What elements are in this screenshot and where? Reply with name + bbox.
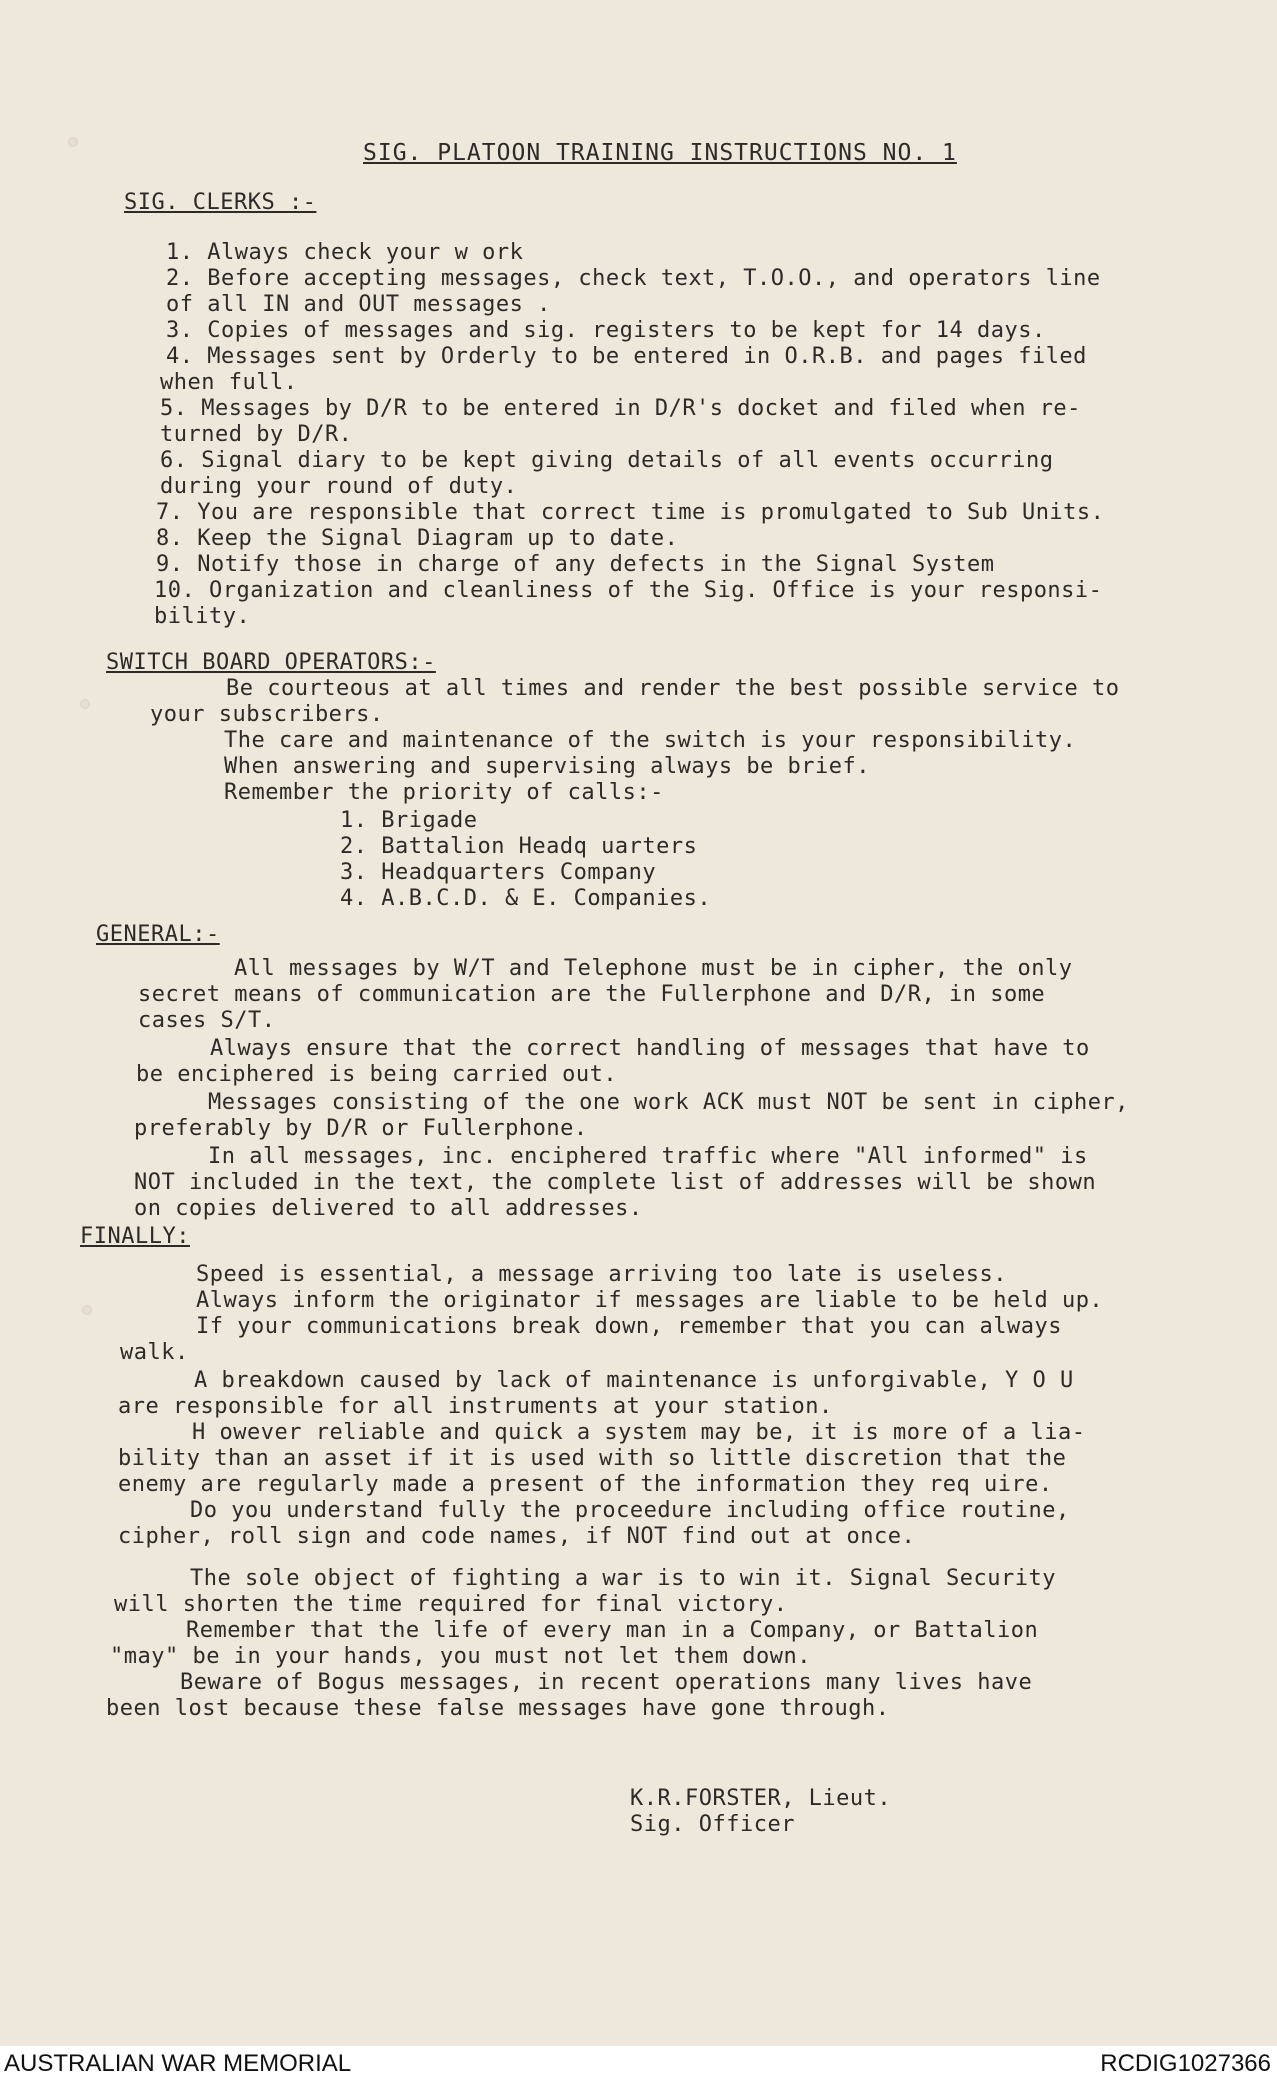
text-line: 5. Messages by D/R to be entered in D/R's docket and filed when re- (160, 396, 1081, 421)
text-line: 3. Copies of messages and sig. registers to be kept for 14 days. (166, 318, 1046, 343)
section-heading-sig-clerks: SIG. CLERKS :- (124, 190, 317, 215)
punch-hole-mark (82, 1305, 92, 1315)
priority-list-item: 1. Brigade (340, 808, 478, 833)
text-line: In all messages, inc. enciphered traffic where "All informed" is (208, 1144, 1088, 1169)
text-line: 4. Messages sent by Orderly to be entered in O.R.B. and pages filed (166, 344, 1087, 369)
text-line: will shorten the time required for final victory. (114, 1592, 788, 1617)
punch-hole-mark (80, 699, 90, 709)
document-title: SIG. PLATOON TRAINING INSTRUCTIONS NO. 1 (363, 140, 957, 166)
text-line: Do you understand fully the proceedure including office routine, (190, 1498, 1070, 1523)
text-line: on copies delivered to all addresses. (134, 1196, 643, 1221)
text-line: Messages consisting of the one work ACK must NOT be sent in cipher, (208, 1090, 1129, 1115)
text-line: 1. Always check your w ork (166, 240, 524, 265)
text-line: Remember the priority of calls:- (224, 780, 664, 805)
text-line: Speed is essential, a message arriving too late is useless. (196, 1262, 1007, 1287)
text-line: A breakdown caused by lack of maintenance is unforgivable, Y O U (194, 1368, 1074, 1393)
text-line: be enciphered is being carried out. (136, 1062, 618, 1087)
text-line: NOT included in the text, the complete list of addresses will be shown (134, 1170, 1097, 1195)
text-line: Be courteous at all times and render the best possible service to (226, 676, 1120, 701)
text-line: turned by D/R. (160, 422, 353, 447)
text-line: are responsible for all instruments at your station. (118, 1394, 833, 1419)
text-line: cipher, roll sign and code names, if NOT find out at once. (118, 1524, 916, 1549)
text-line: walk. (120, 1340, 189, 1365)
signature-name: K.R.FORSTER, Lieut. (630, 1786, 892, 1811)
text-line: "may" be in your hands, you must not let them down. (110, 1644, 812, 1669)
text-line: Remember that the life of every man in a Company, or Battalion (186, 1618, 1039, 1643)
text-line: H owever reliable and quick a system may be, it is more of a lia- (192, 1420, 1086, 1445)
priority-list-item: 4. A.B.C.D. & E. Companies. (340, 886, 712, 911)
text-line: Always ensure that the correct handling of messages that have to (210, 1036, 1090, 1061)
text-line: bility. (154, 604, 251, 629)
text-line: cases S/T. (138, 1008, 276, 1033)
text-line: your subscribers. (150, 702, 384, 727)
text-line: 7. You are responsible that correct time is promulgated to Sub Units. (156, 500, 1105, 525)
footer-record-id: RCDIG1027366 (1100, 2050, 1271, 2077)
footer-institution: AUSTRALIAN WAR MEMORIAL (4, 2050, 352, 2077)
punch-hole-mark (68, 137, 78, 147)
section-heading-finally: FINALLY: (80, 1224, 190, 1249)
text-line: The care and maintenance of the switch is your responsibility. (224, 728, 1077, 753)
text-line: secret means of communication are the Fullerphone and D/R, in some (138, 982, 1046, 1007)
priority-list-item: 3. Headquarters Company (340, 860, 657, 885)
priority-list-item: 2. Battalion Headq uarters (340, 834, 698, 859)
text-line: When answering and supervising always be brief. (224, 754, 871, 779)
text-line: when full. (160, 370, 298, 395)
archive-footer (0, 2046, 1277, 2082)
text-line: 6. Signal diary to be kept giving details of all events occurring (160, 448, 1054, 473)
text-line: 9. Notify those in charge of any defects in the Signal System (156, 552, 995, 577)
text-line: been lost because these false messages have gone through. (106, 1696, 890, 1721)
text-line: The sole object of fighting a war is to win it. Signal Security (190, 1566, 1056, 1591)
text-line: of all IN and OUT messages . (166, 292, 551, 317)
text-line: bility than an asset if it is used with so little discretion that the (118, 1446, 1067, 1471)
text-line: Beware of Bogus messages, in recent operations many lives have (180, 1670, 1033, 1695)
text-line: All messages by W/T and Telephone must be in cipher, the only (234, 956, 1073, 981)
text-line: during your round of duty. (160, 474, 518, 499)
text-line: enemy are regularly made a present of the information they req uire. (118, 1472, 1053, 1497)
text-line: preferably by D/R or Fullerphone. (134, 1116, 588, 1141)
signature-role: Sig. Officer (630, 1812, 795, 1837)
section-heading-general: GENERAL:- (96, 922, 220, 947)
text-line: Always inform the originator if messages are liable to be held up. (196, 1288, 1104, 1313)
text-line: 10. Organization and cleanliness of the Sig. Office is your responsi- (154, 578, 1103, 603)
text-line: 2. Before accepting messages, check text, T.O.O., and operators line (166, 266, 1101, 291)
text-line: 8. Keep the Signal Diagram up to date. (156, 526, 679, 551)
text-line: If your communications break down, remember that you can always (196, 1314, 1062, 1339)
section-heading-switch-board-operators: SWITCH BOARD OPERATORS:- (106, 650, 436, 675)
